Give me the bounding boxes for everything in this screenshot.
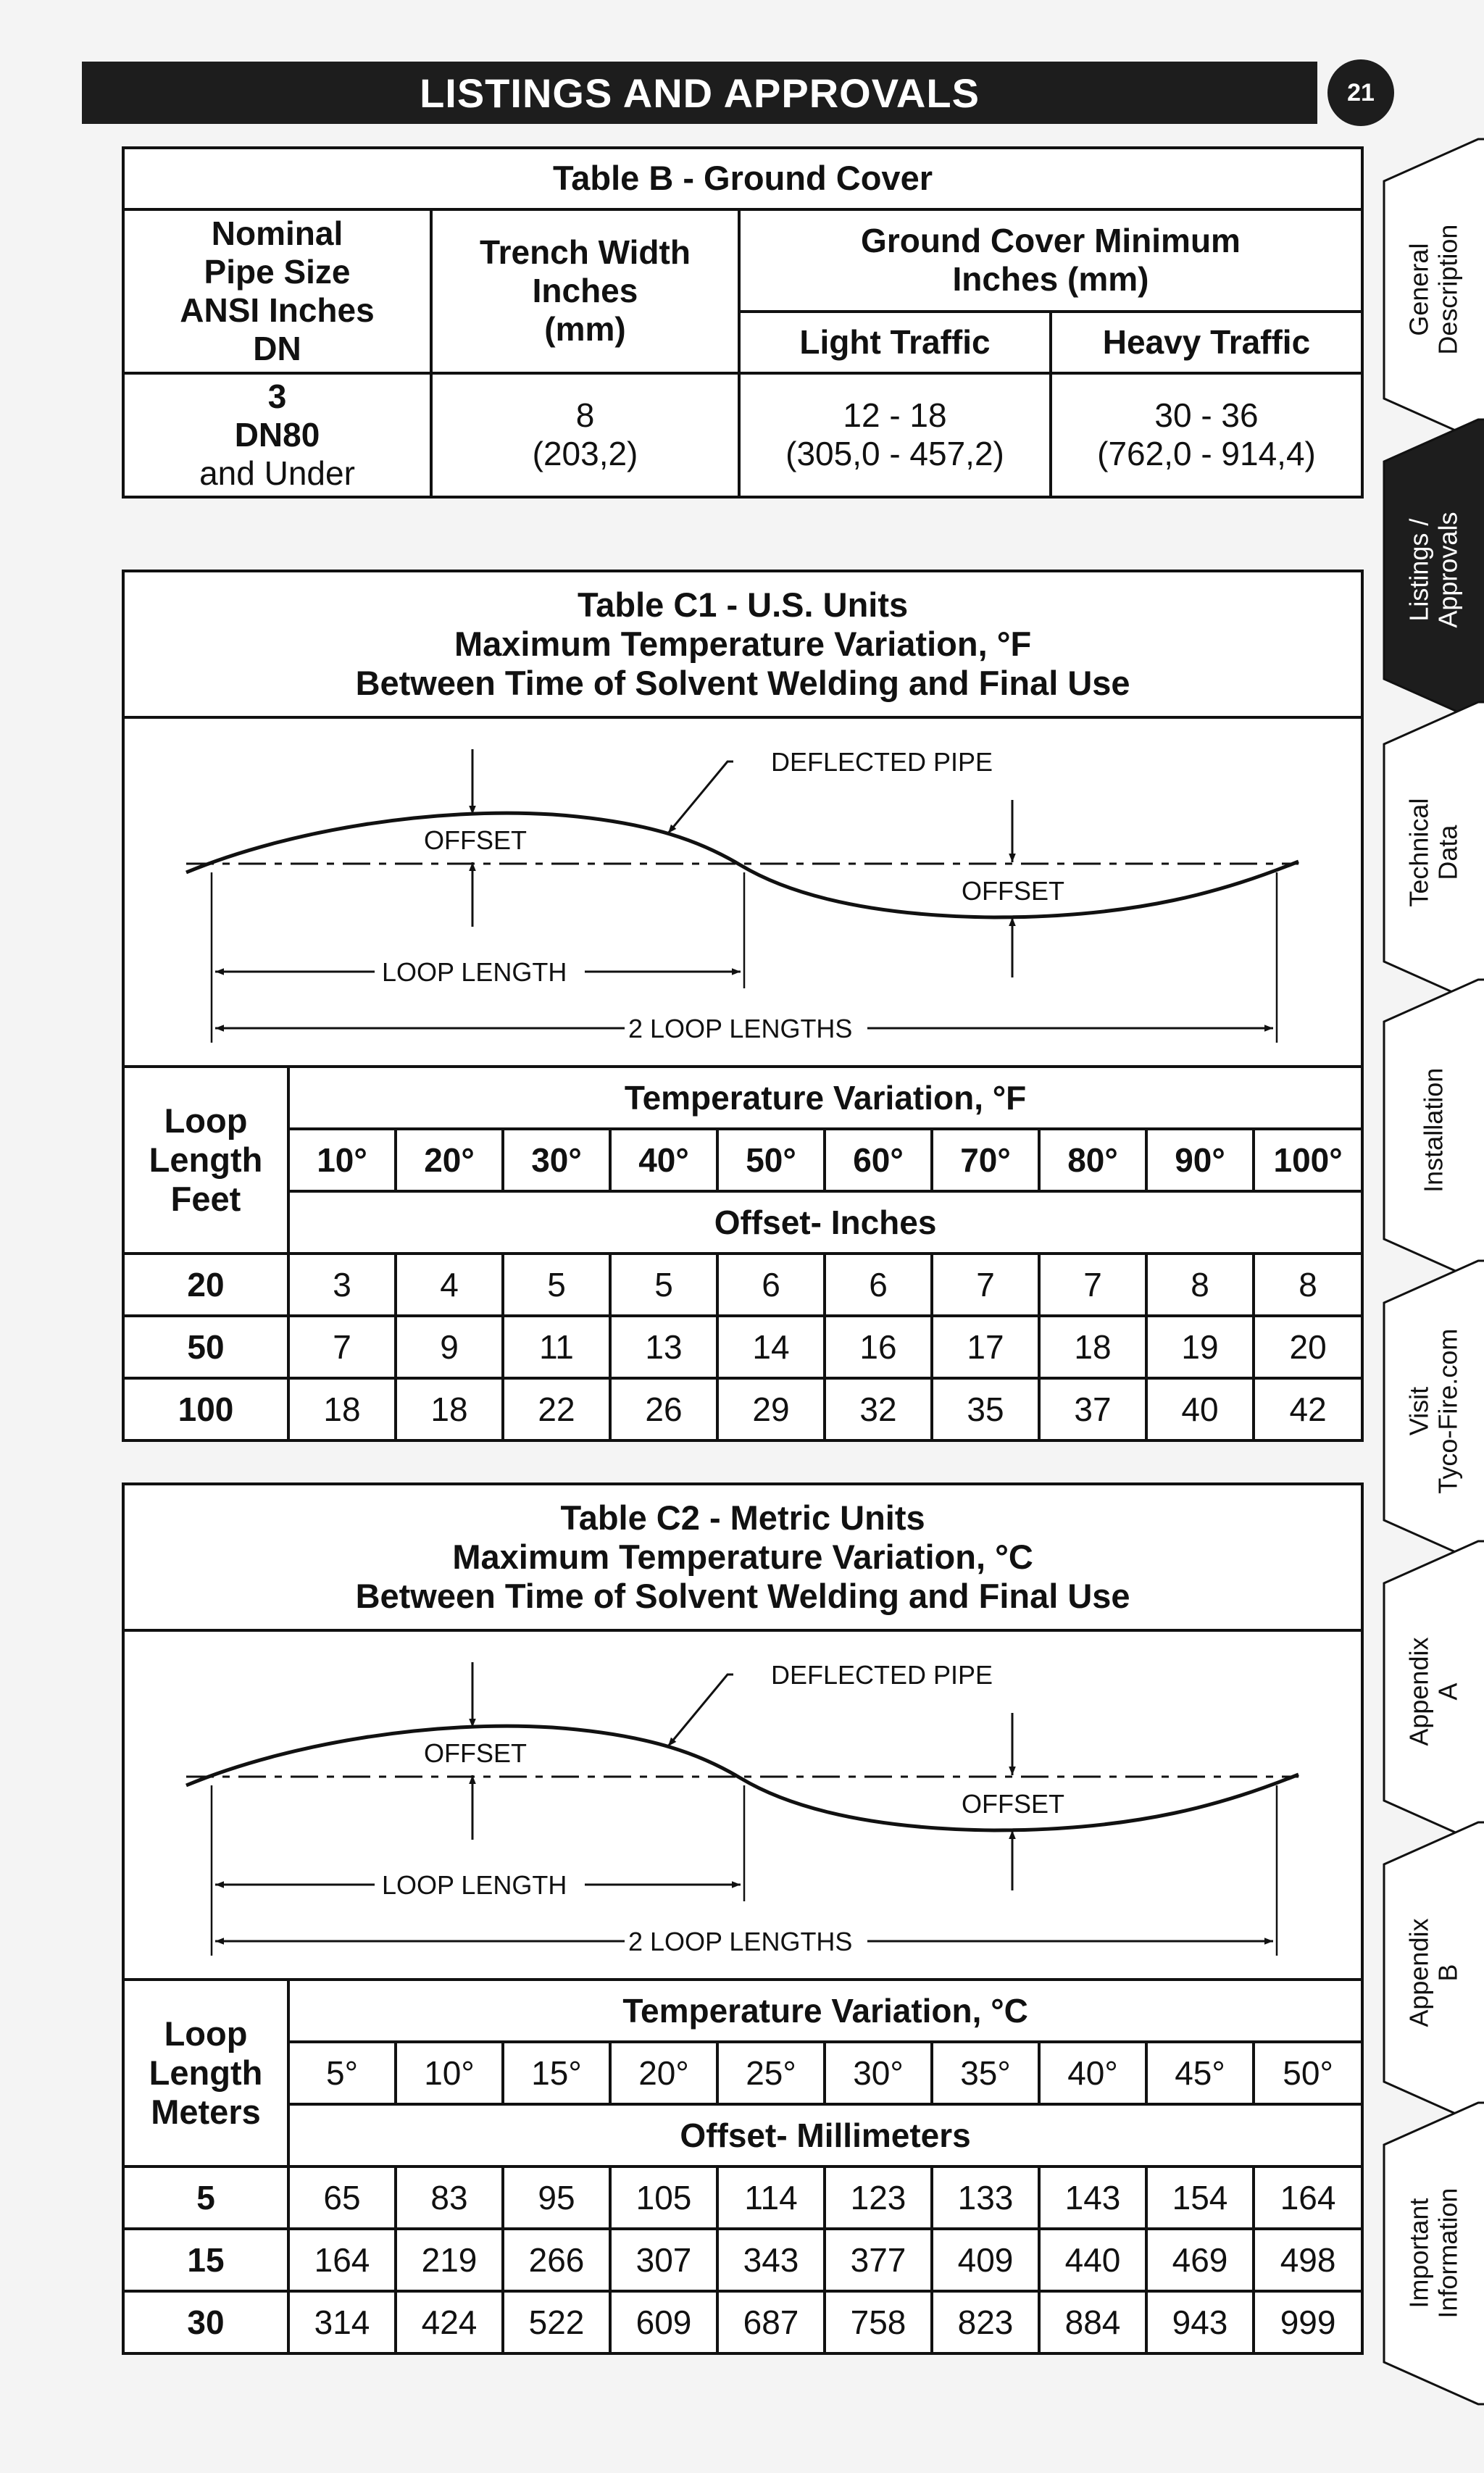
tab-label-wrap [1370,1259,1484,1564]
temp-col-header: 25° [717,2042,825,2104]
temp-col-header: 60° [825,1129,932,1191]
offset-value-cell: 29 [717,1378,825,1440]
section-title: LISTINGS AND APPROVALS [420,70,980,116]
side-tab[interactable] [1370,2101,1484,2406]
offset-value-cell: 7 [932,1254,1039,1316]
offset-value-cell: 5 [503,1254,610,1316]
temp-col-header: 20° [610,2042,717,2104]
tab-label-wrap [1370,2101,1484,2406]
temp-col-header: 5° [288,2042,396,2104]
table-b-title: Table B - Ground Cover [123,148,1362,209]
row-header-loop-length: Loop Length Meters [123,1980,288,2167]
offset-value-cell: 83 [396,2167,503,2229]
temp-col-header: 40° [1039,2042,1146,2104]
offset-value-cell: 3 [288,1254,396,1316]
offset-value-cell: 20 [1254,1316,1362,1378]
side-tab[interactable] [1370,701,1484,1005]
offset-value-cell: 18 [396,1378,503,1440]
loop-length-label: LOOP LENGTH [382,957,567,987]
offset-value-cell: 943 [1146,2291,1254,2353]
offset-value-cell: 8 [1146,1254,1254,1316]
tab-label: Technical Data [1404,798,1462,908]
offset-value-cell: 687 [717,2291,825,2353]
cell-pipe-size [123,373,431,497]
loop-length-cell: 100 [123,1378,288,1440]
offset-value-cell: 884 [1039,2291,1146,2353]
table-c1-us-units [122,570,1364,1442]
table-c1-title: Table C1 - U.S. Units Maximum Temperature Variation, °F Between Time of Solvent Welding and Final Use [123,571,1362,717]
tab-label-wrap [1370,978,1484,1283]
cell-light-traffic: 12 - 18 (305,0 - 457,2) [739,373,1051,497]
side-tab[interactable] [1370,1259,1484,1564]
section-header [82,62,1317,124]
temp-col-header: 15° [503,2042,610,2104]
offset-value-cell: 18 [288,1378,396,1440]
deflected-pipe-diagram [123,717,1362,1067]
temp-col-header: 10° [288,1129,396,1191]
col-header-heavy-traffic: Heavy Traffic [1051,312,1362,373]
offset-value-cell: 95 [503,2167,610,2229]
temp-header-row [123,1129,1362,1191]
tab-label: General Description [1404,224,1463,356]
table-row [123,2291,1362,2353]
page-number-badge [1327,59,1394,126]
temp-col-header: 100° [1254,1129,1362,1191]
loop-length-label: LOOP LENGTH [382,1870,567,1900]
offset-value-cell: 37 [1039,1378,1146,1440]
offset-value-cell: 469 [1146,2229,1254,2291]
offset-value-cell: 17 [932,1316,1039,1378]
offset-value-cell: 13 [610,1316,717,1378]
offset-label-bottom: OFFSET [962,876,1064,906]
offset-value-cell: 6 [717,1254,825,1316]
offset-header: Offset- Millimeters [288,2104,1362,2167]
loop-length-cell: 5 [123,2167,288,2229]
col-header-light-traffic: Light Traffic [739,312,1051,373]
pipe-size-under: and Under [199,454,355,492]
tab-label: Installation [1418,1067,1448,1193]
temp-col-header: 50° [717,1129,825,1191]
offset-value-cell: 11 [503,1316,610,1378]
offset-value-cell: 307 [610,2229,717,2291]
loop-length-cell: 50 [123,1316,288,1378]
temp-col-header: 70° [932,1129,1039,1191]
table-row [123,2167,1362,2229]
offset-value-cell: 22 [503,1378,610,1440]
deflected-pipe-curve [186,1726,1298,1830]
temp-col-header: 90° [1146,1129,1254,1191]
col-header-ground-cover: Ground Cover Minimum Inches (mm) [739,209,1362,312]
offset-value-cell: 133 [932,2167,1039,2229]
table-b-ground-cover [122,146,1364,499]
pipe-diagram-svg [125,720,1358,1064]
pipe-diagram-svg [125,1633,1358,1977]
offset-value-cell: 999 [1254,2291,1362,2353]
offset-value-cell: 19 [1146,1316,1254,1378]
offset-value-cell: 32 [825,1378,932,1440]
pipe-size-dn: DN80 [234,415,320,454]
temp-header-row [123,2042,1362,2104]
pipe-size-num: 3 [267,377,287,415]
table-row [123,1254,1362,1316]
temp-variation-header: Temperature Variation, °F [288,1067,1362,1129]
col-header-trench-width: Trench Width Inches (mm) [431,209,739,373]
offset-value-cell: 65 [288,2167,396,2229]
deflected-pipe-label: DEFLECTED PIPE [771,747,993,777]
temp-col-header: 35° [932,2042,1039,2104]
offset-value-cell: 8 [1254,1254,1362,1316]
offset-value-cell: 440 [1039,2229,1146,2291]
temp-col-header: 50° [1254,2042,1362,2104]
offset-value-cell: 154 [1146,2167,1254,2229]
tab-label-wrap [1370,138,1484,442]
deflected-pipe-diagram [123,1630,1362,1980]
offset-value-cell: 609 [610,2291,717,2353]
table-c2-metric-units [122,1482,1364,2355]
two-loop-lengths-label: 2 LOOP LENGTHS [628,1927,853,1956]
tab-label: Important Information [1404,2188,1462,2319]
side-navigation-tabs [1370,138,1484,2319]
table-row [123,2229,1362,2291]
table-c2-title: Table C2 - Metric Units Maximum Temperature Variation, °C Between Time of Solvent Welding and Final Use [123,1484,1362,1630]
offset-value-cell: 409 [932,2229,1039,2291]
table-row [123,1316,1362,1378]
tab-label: Listings / Approvals [1404,512,1462,629]
temp-col-header: 45° [1146,2042,1254,2104]
temp-col-header: 30° [503,1129,610,1191]
temp-col-header: 10° [396,2042,503,2104]
offset-value-cell: 823 [932,2291,1039,2353]
loop-length-cell: 30 [123,2291,288,2353]
tab-label-wrap [1370,701,1484,1005]
page-number: 21 [1347,78,1375,107]
side-tab[interactable] [1370,978,1484,1283]
side-tab[interactable] [1370,1821,1484,2125]
offset-value-cell: 18 [1039,1316,1146,1378]
offset-value-cell: 377 [825,2229,932,2291]
loop-length-cell: 15 [123,2229,288,2291]
temp-col-header: 30° [825,2042,932,2104]
offset-value-cell: 26 [610,1378,717,1440]
offset-value-cell: 114 [717,2167,825,2229]
offset-value-cell: 343 [717,2229,825,2291]
offset-value-cell: 16 [825,1316,932,1378]
offset-value-cell: 14 [717,1316,825,1378]
temp-col-header: 80° [1039,1129,1146,1191]
temp-variation-header: Temperature Variation, °C [288,1980,1362,2042]
offset-value-cell: 9 [396,1316,503,1378]
tab-label: Appendix B [1404,1918,1462,2028]
offset-header: Offset- Inches [288,1191,1362,1254]
tab-label-wrap [1370,1821,1484,2125]
offset-label-top: OFFSET [424,825,527,855]
offset-value-cell: 424 [396,2291,503,2353]
offset-value-cell: 164 [288,2229,396,2291]
offset-value-cell: 498 [1254,2229,1362,2291]
tab-label: Visit Tyco-Fire.com [1404,1328,1462,1495]
offset-label-top: OFFSET [424,1738,527,1768]
temp-col-header: 40° [610,1129,717,1191]
offset-value-cell: 6 [825,1254,932,1316]
offset-value-cell: 164 [1254,2167,1362,2229]
offset-value-cell: 7 [288,1316,396,1378]
side-tab[interactable] [1370,138,1484,442]
tab-label-wrap [1370,418,1484,722]
col-header-pipe-size: Nominal Pipe Size ANSI Inches DN [123,209,431,373]
offset-label-bottom: OFFSET [962,1789,1064,1819]
offset-value-cell: 123 [825,2167,932,2229]
row-header-loop-length: Loop Length Feet [123,1067,288,1254]
offset-value-cell: 758 [825,2291,932,2353]
offset-value-cell: 35 [932,1378,1039,1440]
offset-value-cell: 4 [396,1254,503,1316]
side-tab[interactable] [1370,1540,1484,1844]
loop-length-cell: 20 [123,1254,288,1316]
temp-col-header: 20° [396,1129,503,1191]
tab-label-wrap [1370,1540,1484,1844]
offset-value-cell: 105 [610,2167,717,2229]
offset-value-cell: 219 [396,2229,503,2291]
table-row [123,1378,1362,1440]
offset-value-cell: 314 [288,2291,396,2353]
side-tab[interactable] [1370,418,1484,722]
two-loop-lengths-label: 2 LOOP LENGTHS [628,1014,853,1043]
offset-value-cell: 522 [503,2291,610,2353]
deflected-pipe-label: DEFLECTED PIPE [771,1660,993,1690]
deflected-pipe-curve [186,813,1298,917]
cell-trench-width: 8 (203,2) [431,373,739,497]
offset-value-cell: 7 [1039,1254,1146,1316]
offset-value-cell: 42 [1254,1378,1362,1440]
offset-value-cell: 5 [610,1254,717,1316]
offset-value-cell: 266 [503,2229,610,2291]
tab-label: Appendix A [1404,1637,1462,1747]
offset-value-cell: 143 [1039,2167,1146,2229]
cell-heavy-traffic: 30 - 36 (762,0 - 914,4) [1051,373,1362,497]
offset-value-cell: 40 [1146,1378,1254,1440]
